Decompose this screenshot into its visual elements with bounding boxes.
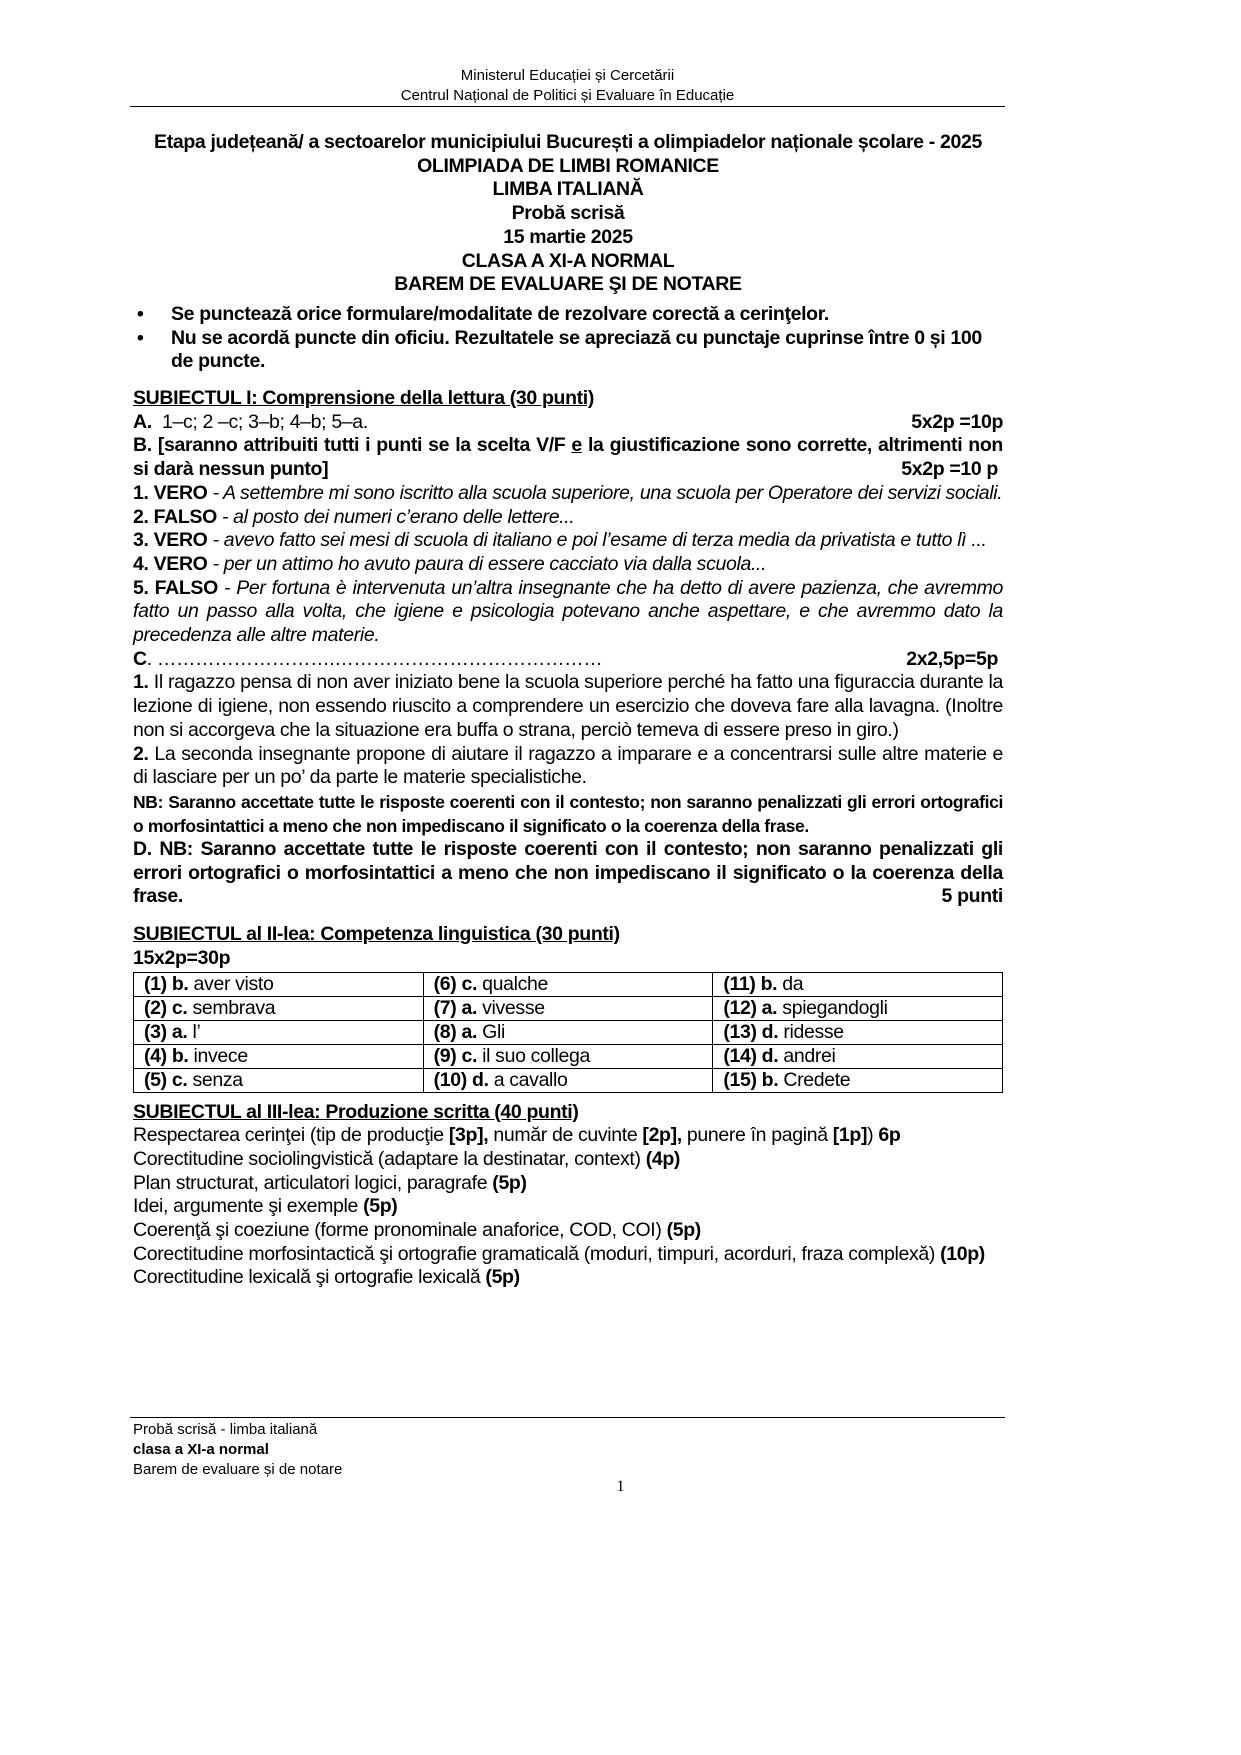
criterion-text: Corectitudine sociolingvistică (adaptare la destinatar, context) — [133, 1147, 646, 1170]
table-cell — [423, 996, 713, 1020]
criterion-text: Plan structurat, articulatori logici, paragrafe — [133, 1171, 493, 1194]
answer-text: spiegandogli — [777, 997, 888, 1019]
answer-number: (3) a. — [144, 1021, 188, 1043]
footer-line: Probă scrisă - limba italiană — [133, 1421, 318, 1438]
title-line: Etapa județeană/ a sectoarelor municipiului București a olimpiadelor naționale școlare - 2025 — [154, 131, 982, 153]
a-label: A. — [133, 410, 152, 433]
title-line: LIMBA ITALIANĂ — [492, 178, 644, 201]
header-divider — [130, 106, 1005, 107]
section-d — [133, 838, 1003, 909]
table-cell — [134, 1068, 424, 1092]
table-cell — [713, 972, 1003, 996]
answer-text: senza — [187, 1069, 243, 1091]
criterion-points: 6p — [878, 1124, 901, 1147]
rule-item: • Se punctează orice formulare/modalitate de rezolvare corectă a cerinţelor. — [171, 303, 1003, 327]
c-label: C — [133, 647, 147, 670]
item-text: - A settembre mi sono iscritto alla scuola superiore, una scuola per Operatore dei servizi sociali. — [207, 481, 1003, 504]
criterion-points: [3p], — [448, 1124, 489, 1147]
answer-text: vivesse — [477, 997, 545, 1019]
b-item — [133, 482, 1003, 506]
criterion-text: Idei, argumente şi exemple — [133, 1195, 364, 1218]
answer-text: Credete — [778, 1069, 851, 1091]
table-row — [134, 996, 1003, 1020]
answer-text: andrei — [778, 1045, 836, 1067]
answer-number: (9) c. — [433, 1045, 478, 1067]
section-a — [133, 411, 1003, 435]
table-cell — [713, 996, 1003, 1020]
criterion-points: (5p) — [492, 1171, 527, 1194]
item-text: - avevo fatto sei mesi di scuola di italiano e poi l’esame di terza media da privatista e tutto lì ... — [207, 529, 987, 552]
b-text: . [saranno attribuiti tutti i punti se la scelta V/F — [146, 434, 572, 457]
item-text: - per un attimo ho avuto paura di essere cacciato via dalla scuola... — [207, 552, 767, 575]
title-line: BAREM DE EVALUARE ŞI DE NOTARE — [394, 273, 742, 296]
criterion — [133, 1124, 1003, 1148]
table-cell — [134, 972, 424, 996]
d-score: 5 punti — [941, 885, 1003, 908]
criterion — [133, 1172, 1003, 1196]
d-text: D. NB: Saranno accettate tutte le risposte coerenti con il contesto; non saranno penalizzati gli errori ortografici o morfosintattici a meno che non impediscano il significato o la coerenza della frase. — [133, 837, 1003, 908]
item-label: 4. VERO — [133, 552, 208, 575]
section-b — [133, 434, 1003, 481]
b-label: B — [133, 434, 147, 457]
criterion — [133, 1243, 1003, 1267]
a-score: 5x2p =10p — [911, 410, 1003, 433]
answer-number: (4) b. — [144, 1045, 189, 1067]
criterion-text: Respectarea cerinţei (tip de producţie — [133, 1124, 449, 1147]
nb-note: NB: Saranno accettate tutte le risposte coerenti con il contesto; non saranno penalizzati gli errori ortografici o morfosintattici a meno che non impediscano il significato o la coerenza della frase. — [133, 791, 1003, 836]
answer-number: (5) c. — [144, 1069, 188, 1091]
c-dots: . ……………………….…………………………………… — [146, 647, 603, 670]
criterion-text: număr de cuvinte — [488, 1124, 643, 1147]
table-cell — [134, 996, 424, 1020]
criterion-points: [2p], — [642, 1124, 682, 1147]
footer-line: clasa a XI-a normal — [133, 1441, 269, 1458]
section-2-heading — [133, 923, 1003, 947]
answer-number: (11) b. — [723, 973, 778, 995]
document-title — [133, 131, 1003, 297]
answer-text: aver visto — [188, 973, 274, 995]
criterion-points: [1p] — [832, 1124, 868, 1147]
item-label: 1. — [133, 671, 149, 694]
answer-number: (13) d. — [723, 1021, 779, 1043]
answer-number: (15) b. — [723, 1069, 779, 1091]
a-answers: 1–c; 2 –c; 3–b; 4–b; 5–a. — [161, 410, 368, 433]
document-body — [133, 131, 1003, 1290]
footer-line: Barem de evaluare și de notare — [133, 1461, 343, 1478]
criterion-text: Coerenţă şi coeziune (forme pronominale anaforice, COD, COI) — [133, 1219, 667, 1242]
answer-number: (12) a. — [723, 997, 778, 1019]
table-row — [134, 972, 1003, 996]
footer-divider — [130, 1417, 1005, 1418]
item-label: 2. — [133, 742, 149, 765]
answer-text: invece — [188, 1045, 248, 1067]
criterion-text: punere în pagină — [681, 1124, 833, 1147]
section-c — [133, 648, 1003, 672]
answer-number: (1) b. — [144, 973, 189, 995]
answer-text: l’ — [187, 1021, 201, 1043]
item-label: 2. FALSO — [133, 505, 217, 528]
answer-text: Gli — [477, 1021, 505, 1043]
rule-item: • Nu se acordă puncte din oficiu. Rezultatele se apreciază cu punctaje cuprinse între 0 și 100 de puncte. — [171, 327, 1003, 374]
table-row — [134, 1044, 1003, 1068]
c-score: 2x2,5p=5p — [906, 647, 998, 670]
answer-text: qualche — [477, 973, 549, 995]
table-cell — [423, 1068, 713, 1092]
page-number: 1 — [616, 1478, 625, 1495]
answer-number: (8) a. — [433, 1021, 478, 1043]
table-row — [134, 1068, 1003, 1092]
page-header — [130, 66, 1005, 106]
section-2-score: 15x2p=30p — [133, 946, 231, 969]
answer-text: da — [777, 973, 804, 995]
b-item — [133, 553, 1003, 577]
criterion-points: (4p) — [645, 1147, 681, 1170]
answer-number: (7) a. — [433, 997, 478, 1019]
item-label: 5. FALSO — [133, 576, 218, 599]
answer-number: (14) d. — [723, 1045, 779, 1067]
table-cell — [423, 1020, 713, 1044]
table-cell — [423, 1044, 713, 1068]
item-label: 3. VERO — [133, 529, 208, 552]
table-row — [134, 1020, 1003, 1044]
criterion-points: (5p) — [485, 1266, 520, 1289]
b-item — [133, 529, 1003, 553]
table-cell — [713, 1020, 1003, 1044]
title-line: Probă scrisă — [511, 202, 625, 225]
table-cell — [134, 1020, 424, 1044]
item-text: - al posto dei numeri c’erano delle lettere... — [216, 505, 575, 528]
criterion-text: Corectitudine lexicală şi ortografie lexicală — [133, 1266, 486, 1289]
criterion — [133, 1219, 1003, 1243]
criterion-points: (5p) — [666, 1219, 701, 1242]
c-item — [133, 743, 1003, 790]
answer-number: (10) d. — [433, 1069, 489, 1091]
ministry-name: Ministerul Educației și Cercetării — [460, 67, 675, 84]
answer-text: a cavallo — [488, 1069, 568, 1091]
b-item — [133, 577, 1003, 648]
criterion-points: (10p) — [940, 1242, 985, 1265]
table-cell — [423, 972, 713, 996]
answer-text: sembrava — [187, 997, 276, 1019]
item-label: 1. VERO — [133, 481, 208, 504]
criterion-points: (5p) — [363, 1195, 398, 1218]
b-score: 5x2p =10 p — [901, 458, 998, 481]
answers-table — [133, 972, 1003, 1093]
criterion — [133, 1195, 1003, 1219]
page-footer — [133, 1420, 342, 1480]
criterion-text: Corectitudine morfosintactică şi ortografie gramaticală (moduri, timpuri, acorduri, fraza complexă) — [133, 1242, 941, 1265]
criterion — [133, 1148, 1003, 1172]
general-rules — [133, 303, 1003, 374]
table-cell — [713, 1068, 1003, 1092]
criterion-text: ) — [867, 1124, 879, 1147]
criteria-list — [133, 1124, 1003, 1290]
answer-number: (6) c. — [433, 973, 478, 995]
item-text: La seconda insegnante propone di aiutare il ragazzo a imparare e a concentrarsi sulle altre materie e di lasciare per un po’ da parte le materie specialistiche. — [133, 742, 1003, 789]
answer-number: (2) c. — [144, 997, 188, 1019]
item-text: Il ragazzo pensa di non aver iniziato bene la scuola superiore perché ha fatto una figuraccia durante la lezione di igiene, non essendo riuscito a comprendere un esercizio che doveva fare alla lavagna. (Inoltre non si accorgeva che la situazione era buffa o strana, perciò temeva di essere preso in giro.) — [133, 671, 1003, 741]
answer-text: ridesse — [778, 1021, 844, 1043]
heading-rest: al II-lea: Competenza linguistica (30 punti) — [241, 923, 620, 946]
b-emphasis: e — [571, 434, 582, 457]
title-line: OLIMPIADA DE LIMBI ROMANICE — [417, 154, 719, 177]
center-name: Centrul Național de Politici și Evaluare în Educație — [400, 87, 735, 104]
answer-text: il suo collega — [477, 1045, 590, 1067]
title-line: 15 martie 2025 — [503, 225, 633, 248]
b-text: la giustificazione sono corrette, altrimenti non si darà nessun punto] — [133, 434, 1003, 481]
table-cell — [713, 1044, 1003, 1068]
item-text: - Per fortuna è intervenuta un’altra insegnante che ha detto di avere pazienza, che avremmo fatto un passo alla volta, che igiene e psicologia potevano anche aspettare, e che avremmo dato la precedenza alle altre materie. — [133, 576, 1004, 647]
c-item — [133, 671, 1003, 742]
heading-bold: SUBIECTUL — [133, 923, 242, 946]
criterion — [133, 1266, 1003, 1290]
section-3-heading: SUBIECTUL al III-lea: Produzione scritta (40 punti) — [133, 1100, 579, 1123]
b-item — [133, 506, 1003, 530]
table-cell — [134, 1044, 424, 1068]
section-1-heading: SUBIECTUL I: Comprensione della lettura (30 punti) — [133, 387, 595, 410]
title-line: CLASA A XI-A NORMAL — [461, 249, 675, 272]
